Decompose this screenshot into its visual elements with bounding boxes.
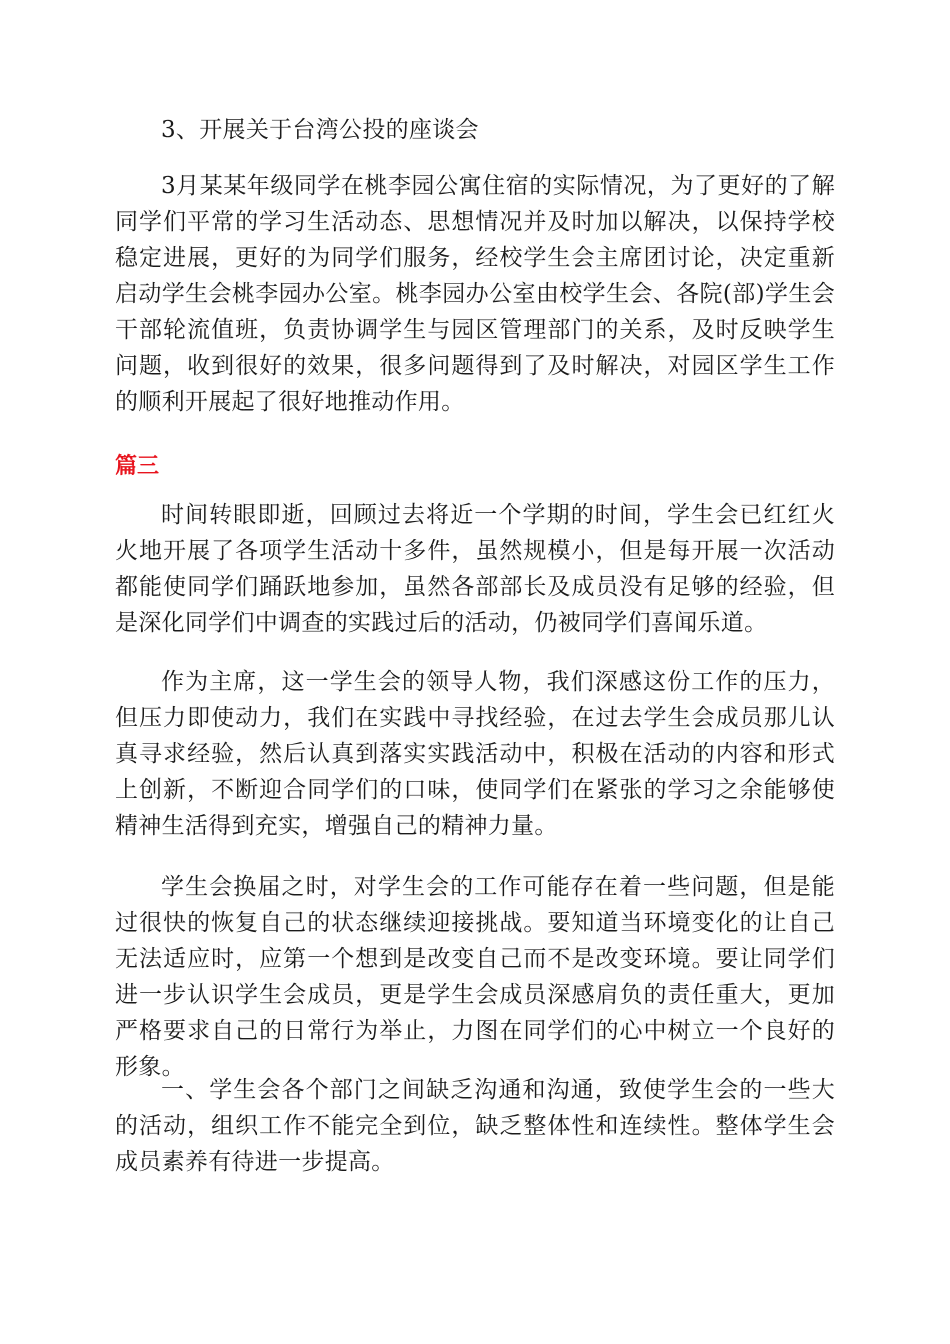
paragraph-term-transition: 学生会换届之时，对学生会的工作可能存在着一些问题，但是能过很快的恢复自己的状态继续迎接挑战。要知道当环境变化的让自己无法适应时，应第一个想到是改变自己而不是改变环境。要让同学们进一步认识学生会成员，更是学生会成员深感肩负的责任重大，更加严格要求自己的日常行为举止，力图在同学们的心中树立一个良好的形象。: [115, 874, 835, 1080]
paragraph-chairman-role: 作为主席，这一学生会的领导人物，我们深感这份工作的压力，但压力即使动力，我们在实践中寻找经验，在过去学生会成员那儿认真寻求经验，然后认真到落实实践活动中，积极在活动的内容和形式上创新，不断迎合同学们的口味，使同学们在紧张的学习之余能够使精神生活得到充实，增强自己的精神力量。: [115, 669, 835, 839]
paragraph-problem-one: 一、学生会各个部门之间缺乏沟通和沟通，致使学生会的一些大的活动，组织工作不能完全到位，缺乏整体性和连续性。整体学生会成员素养有待进一步提高。: [115, 1077, 835, 1175]
section-heading: 篇三: [115, 454, 160, 479]
paragraph-item-heading: 3、开展关于台湾公投的座谈会: [161, 117, 479, 143]
paragraph-taoliyuan-office: 3月某某年级同学在桃李园公寓住宿的实际情况，为了更好的了解同学们平常的学习生活动态、思想情况并及时加以解决，以保持学校稳定进展，更好的为同学们服务，经校学生会主席团讨论，决定重新启动学生会桃李园办公室。桃李园办公室由校学生会、各院(部)学生会干部轮流值班，负责协调学生与园区管理部门的关系，及时反映学生问题，收到很好的效果，很多问题得到了及时解决，对园区学生工作的顺利开展起了很好地推动作用。: [115, 173, 835, 415]
paragraph-semester-review: 时间转眼即逝，回顾过去将近一个学期的时间，学生会已红红火火地开展了各项学生活动十多件，虽然规模小，但是每开展一次活动都能使同学们踊跃地参加，虽然各部部长及成员没有足够的经验，但是深化同学们中调查的实践过后的活动，仍被同学们喜闻乐道。: [115, 502, 835, 636]
